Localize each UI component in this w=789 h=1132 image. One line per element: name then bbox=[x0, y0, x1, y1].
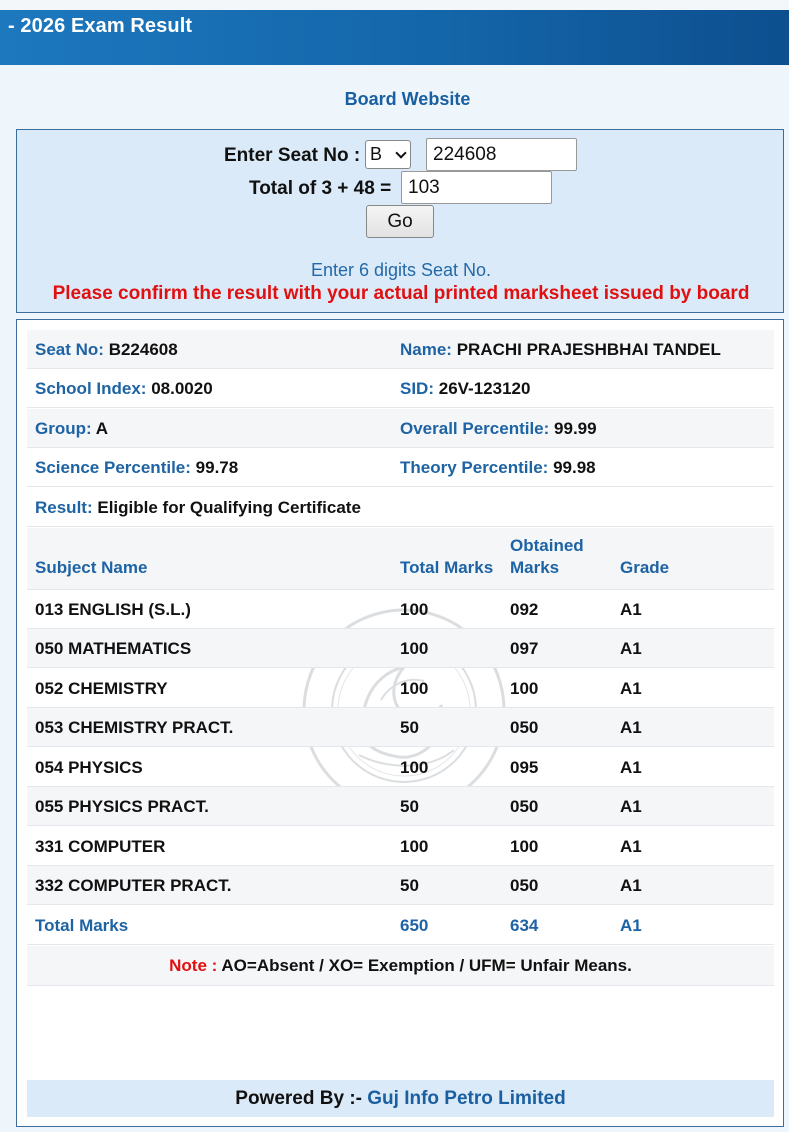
subject-obtained: 050 bbox=[510, 718, 539, 737]
subject-total: 100 bbox=[400, 600, 429, 619]
seat-no-label: Enter Seat No : bbox=[224, 145, 361, 166]
seat-series-value: B bbox=[370, 144, 383, 164]
subject-name: 055 PHYSICS PRACT. bbox=[35, 797, 209, 816]
seat-number-input[interactable]: 224608 bbox=[426, 138, 577, 171]
sid-label: SID: bbox=[400, 379, 434, 398]
subject-grade: A1 bbox=[620, 639, 642, 658]
subject-grade: A1 bbox=[620, 718, 642, 737]
science-percentile-label: Science Percentile: bbox=[35, 458, 191, 477]
result-panel bbox=[16, 319, 784, 1127]
page-title: - 2026 Exam Result bbox=[8, 15, 193, 37]
school-index-value: 08.0020 bbox=[151, 379, 213, 398]
subject-grade: A1 bbox=[620, 758, 642, 777]
subject-grade: A1 bbox=[620, 679, 642, 698]
grade-column-header: Grade bbox=[620, 558, 670, 577]
total-grade: A1 bbox=[620, 916, 642, 935]
total-marks-row bbox=[27, 906, 774, 945]
subject-total: 100 bbox=[400, 639, 429, 658]
powered-by-link[interactable]: Guj Info Petro Limited bbox=[367, 1088, 566, 1109]
subject-column-header: Subject Name bbox=[35, 558, 148, 577]
total-marks-label: Total Marks bbox=[35, 916, 129, 935]
captcha-label: Total of 3 + 48 = bbox=[249, 178, 392, 199]
page-header bbox=[0, 10, 789, 65]
seat-series-select[interactable] bbox=[365, 140, 411, 169]
table-row bbox=[27, 669, 774, 708]
board-website-link[interactable]: Board Website bbox=[344, 89, 471, 109]
overall-percentile-value: 99.99 bbox=[554, 419, 597, 438]
result-label: Result: bbox=[35, 498, 93, 517]
result-value: Eligible for Qualifying Certificate bbox=[97, 498, 361, 517]
powered-by-label: Powered By :- bbox=[235, 1088, 368, 1109]
sid-value: 26V-123120 bbox=[438, 379, 531, 398]
subject-name: 052 CHEMISTRY bbox=[35, 679, 168, 698]
theory-percentile-value: 99.98 bbox=[553, 458, 596, 477]
subject-name: 054 PHYSICS bbox=[35, 758, 143, 777]
subject-grade: A1 bbox=[620, 600, 642, 619]
subject-total: 100 bbox=[400, 758, 429, 777]
total-marks-max: 650 bbox=[400, 916, 429, 935]
subject-obtained: 050 bbox=[510, 797, 539, 816]
subject-total: 50 bbox=[400, 718, 419, 737]
powered-by-footer bbox=[27, 1080, 774, 1117]
subject-obtained: 100 bbox=[510, 679, 539, 698]
subject-obtained: 100 bbox=[510, 837, 539, 856]
table-row bbox=[27, 748, 774, 787]
info-row-school-sid bbox=[27, 369, 774, 408]
go-button[interactable]: Go bbox=[366, 205, 434, 238]
info-row-science-theory bbox=[27, 448, 774, 487]
subject-obtained: 050 bbox=[510, 876, 539, 895]
school-index-label: School Index: bbox=[35, 379, 147, 398]
subject-grade: A1 bbox=[620, 797, 642, 816]
seat-no-value: B224608 bbox=[108, 340, 178, 359]
subject-obtained: 095 bbox=[510, 758, 539, 777]
subject-total: 50 bbox=[400, 876, 419, 895]
subject-name: 050 MATHEMATICS bbox=[35, 639, 192, 658]
subject-total: 100 bbox=[400, 679, 429, 698]
subject-grade: A1 bbox=[620, 837, 642, 856]
student-name: PRACHI PRAJESHBHAI TANDEL bbox=[456, 340, 721, 359]
seat-search-form bbox=[16, 129, 784, 313]
total-marks-obtained: 634 bbox=[510, 916, 539, 935]
science-percentile-value: 99.78 bbox=[195, 458, 239, 477]
info-row-seat-name bbox=[27, 330, 774, 369]
subject-total: 100 bbox=[400, 837, 429, 856]
group-value: A bbox=[95, 419, 109, 438]
warning-message: Please confirm the result with your actual printed marksheet issued by board bbox=[52, 283, 750, 304]
seat-no-field-label: Seat No: bbox=[35, 340, 104, 359]
group-label: Group: bbox=[35, 419, 92, 438]
theory-percentile-label: Theory Percentile: bbox=[400, 458, 549, 477]
browser-top-strip bbox=[0, 0, 789, 10]
marks-table-header bbox=[27, 528, 774, 590]
info-row-group-overall bbox=[27, 409, 774, 448]
subject-name: 013 ENGLISH (S.L.) bbox=[35, 600, 191, 619]
note-label: Note : bbox=[169, 956, 218, 975]
obtained-column-header-line1: Obtained bbox=[510, 536, 584, 555]
table-row bbox=[27, 787, 774, 826]
overall-percentile-label: Overall Percentile: bbox=[400, 419, 550, 438]
subject-grade: A1 bbox=[620, 876, 642, 895]
note-row bbox=[27, 946, 774, 986]
name-field-label: Name: bbox=[400, 340, 452, 359]
table-row bbox=[27, 629, 774, 668]
table-row bbox=[27, 590, 774, 629]
subject-name: 332 COMPUTER PRACT. bbox=[35, 876, 232, 895]
seat-hint: Enter 6 digits Seat No. bbox=[310, 260, 492, 280]
table-row bbox=[27, 866, 774, 905]
note-text: AO=Absent / XO= Exemption / UFM= Unfair Means. bbox=[217, 956, 632, 975]
table-row bbox=[27, 827, 774, 866]
info-row-result bbox=[27, 488, 774, 527]
subject-name: 053 CHEMISTRY PRACT. bbox=[35, 718, 234, 737]
obtained-column-header-line2: Marks bbox=[510, 558, 560, 577]
subject-total: 50 bbox=[400, 797, 419, 816]
captcha-input[interactable]: 103 bbox=[401, 171, 552, 204]
chevron-down-icon bbox=[395, 147, 406, 158]
table-row bbox=[27, 708, 774, 747]
subject-obtained: 092 bbox=[510, 600, 539, 619]
subject-obtained: 097 bbox=[510, 639, 539, 658]
subject-name: 331 COMPUTER bbox=[35, 837, 166, 856]
total-marks-column-header: Total Marks bbox=[400, 558, 494, 577]
